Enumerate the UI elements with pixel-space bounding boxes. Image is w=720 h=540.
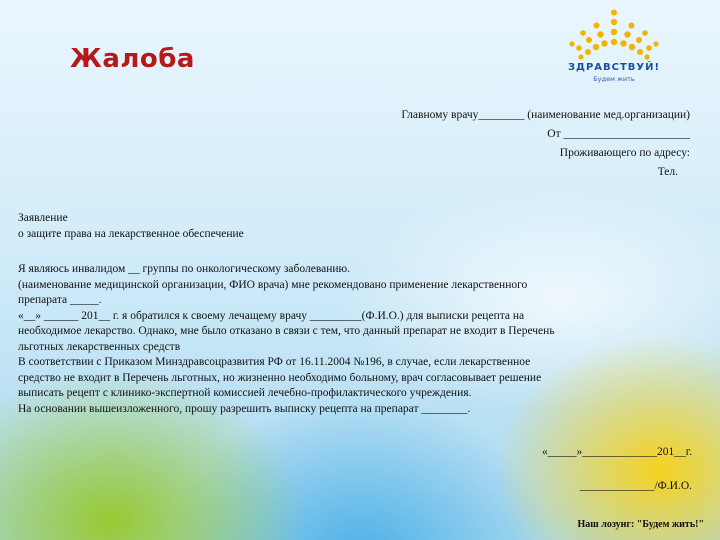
body-line: льготных лекарственных средств (18, 340, 181, 353)
addressee-block (290, 106, 690, 182)
body-line: «__» ______ 201__ г. я обратился к своему лечащему врачу _________(Ф.И.О.) для выписки рецепта на (18, 309, 525, 322)
subject-description: о защите права на лекарственное обеспечение (18, 228, 244, 240)
document-subject (18, 210, 244, 242)
complaint-body (18, 262, 698, 417)
body-line: (наименование медицинской организации, ФИО врача) мне рекомендовано применение лекарственного (18, 278, 528, 291)
addressee-line: Главному врачу________ (наименование мед.организации) (401, 109, 690, 121)
body-line: В соответствии с Приказом Минздравсоцразвития РФ от 16.11.2004 №196, в случае, если лекарственное (18, 356, 531, 368)
subject-heading: Заявление (18, 212, 68, 224)
sender-line: От ______________________ (547, 128, 690, 140)
body-line: Я являюсь инвалидом __ группы по онкологическому заболеванию. (18, 263, 350, 275)
sun-logo-icon (548, 8, 680, 64)
body-line: выписать рецепт с клинико-экспертной комиссией лечебно-профилактического учреждения. (18, 387, 472, 399)
signature-date: «_____»_____________201__г. (541, 446, 692, 458)
body-line: необходимое лекарство. Однако, мне было отказано в связи с тем, что данный препарат не входит в Перечень (18, 325, 555, 337)
footer-slogan: Наш лозунг: "Будем жить!" (577, 519, 704, 530)
page-title: Жалоба (70, 44, 195, 74)
logo-name: ЗДРАВСТВУЙ! (567, 62, 661, 73)
logo-slogan: Будем жить (593, 75, 635, 83)
body-line: На основании вышеизложенного, прошу разрешить выписку рецепта на препарат ________. (18, 402, 471, 415)
address-line: Проживающего по адресу: (559, 147, 690, 159)
phone-line: Тел. (657, 166, 678, 178)
body-line: средство не входит в Перечень льготных, но жизненно необходимо больному, врач согласовывает решение (18, 371, 542, 384)
logo (548, 8, 680, 84)
body-line: препарата _____. (18, 294, 102, 306)
signature-name: _____________/Ф.И.О. (579, 480, 692, 492)
